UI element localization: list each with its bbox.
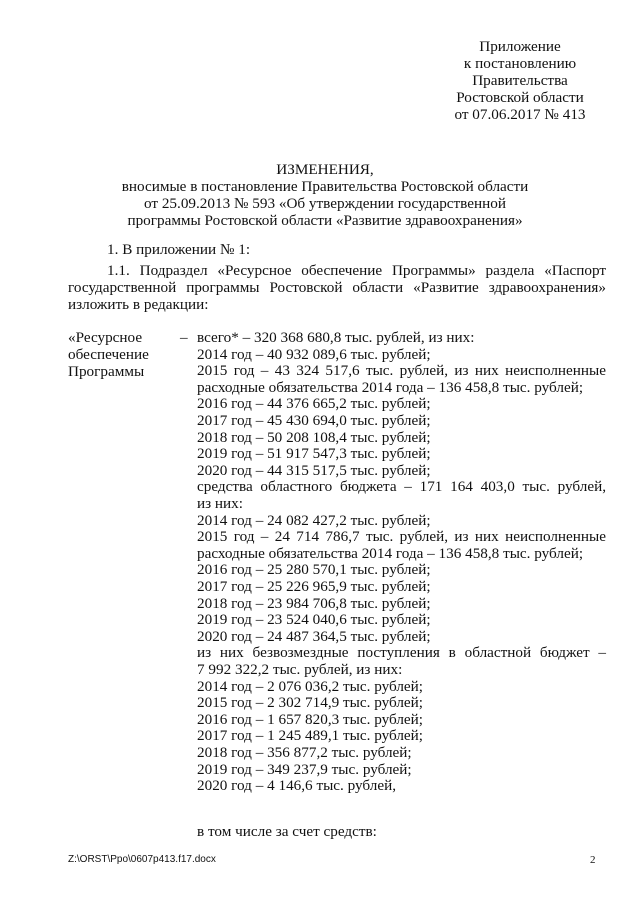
- appendix-line: Правительства: [472, 72, 568, 89]
- resource-value-line: 2017 год – 25 226 965,9 тыс. рублей;: [197, 578, 431, 595]
- resource-value-line: 2014 год – 40 932 089,6 тыс. рублей;: [197, 345, 431, 363]
- resource-value-line: 2015 год – 43 324 517,6 тыс. рублей, из них неисполненные: [197, 362, 606, 380]
- resource-value-line: расходные обязательства 2014 года – 136 458,8 тыс. рублей;: [197, 378, 584, 396]
- appendix-line: Приложение: [479, 38, 561, 55]
- resource-dash: –: [180, 329, 188, 346]
- resource-value-line: 2018 год – 356 877,2 тыс. рублей;: [197, 744, 412, 761]
- resource-value-line: 2017 год – 45 430 694,0 тыс. рублей;: [197, 412, 431, 429]
- resource-value-line: 2019 год – 349 237,9 тыс. рублей;: [197, 760, 412, 778]
- resource-value-line: 2014 год – 2 076 036,2 тыс. рублей;: [197, 677, 424, 695]
- item-1-1-line: изложить в редакции:: [68, 296, 209, 313]
- resource-value-line: 2014 год – 24 082 427,2 тыс. рублей;: [197, 511, 431, 529]
- resource-value-line: 2020 год – 44 315 517,5 тыс. рублей;: [197, 461, 431, 479]
- resource-label-line: «Ресурсное: [68, 329, 143, 346]
- title-line: программы Ростовской области «Развитие здравоохранения»: [127, 212, 523, 229]
- resource-label-line: Программы: [68, 363, 145, 380]
- appendix-line: к постановлению: [463, 55, 577, 72]
- resource-value-line: 2020 год – 24 487 364,5 тыс. рублей;: [197, 627, 431, 645]
- resource-value-line: 7 992 322,2 тыс. рублей, из них:: [197, 661, 403, 678]
- resource-value-line: 2019 год – 51 917 547,3 тыс. рублей;: [197, 445, 431, 463]
- resource-value-line: 2016 год – 25 280 570,1 тыс. рублей;: [197, 561, 431, 579]
- resource-value-line: 2020 год – 4 146,6 тыс. рублей,: [197, 777, 397, 795]
- footer-file-path: Z:\ORST\Ppo\0607p413.f17.docx: [68, 854, 216, 865]
- item-1: 1. В приложении № 1:: [107, 241, 251, 258]
- resource-value-line: из них:: [197, 495, 243, 512]
- resource-value-line: из них безвозмездные поступления в областной бюджет –: [197, 644, 606, 662]
- resource-value-line: 2018 год – 23 984 706,8 тыс. рублей;: [197, 594, 431, 612]
- resource-value-line: всего* – 320 368 680,8 тыс. рублей, из них:: [197, 329, 475, 346]
- resource-value-line: 2015 год – 2 302 714,9 тыс. рублей;: [197, 694, 424, 712]
- title-heading: ИЗМЕНЕНИЯ,: [276, 161, 374, 178]
- title-line: от 25.09.2013 № 593 «Об утверждении государственной: [144, 195, 506, 212]
- resource-value-line: 2016 год – 44 376 665,2 тыс. рублей;: [197, 395, 431, 413]
- document-title: [90, 161, 560, 229]
- resource-value-line: 2018 год – 50 208 108,4 тыс. рублей;: [197, 428, 431, 446]
- appendix-line: Ростовской области: [456, 89, 584, 106]
- title-line: вносимые в постановление Правительства Ростовской области: [121, 178, 529, 195]
- resource-label-line: обеспечение: [68, 346, 149, 363]
- item-1-1-line: государственной программы Ростовской области «Развитие здравоохранения»: [68, 279, 606, 296]
- item-1-1-line: 1.1. Подраздел «Ресурсное обеспечение Программы» раздела «Паспорт: [107, 262, 606, 279]
- resource-value-line: 2016 год – 1 657 820,3 тыс. рублей;: [197, 710, 424, 728]
- appendix-header: [420, 38, 620, 123]
- resource-value-line: средства областного бюджета – 171 164 403,0 тыс. рублей,: [197, 478, 606, 496]
- resource-value-line: расходные обязательства 2014 года – 136 458,8 тыс. рублей;: [197, 544, 584, 562]
- resource-tail: в том числе за счет средств:: [197, 823, 377, 840]
- resource-value-line: 2015 год – 24 714 786,7 тыс. рублей, из них неисполненные: [197, 528, 606, 546]
- page-number: 2: [590, 854, 596, 866]
- appendix-line: от 07.06.2017 № 413: [454, 106, 586, 123]
- resource-value-line: 2017 год – 1 245 489,1 тыс. рублей;: [197, 727, 424, 745]
- resource-value-line: 2019 год – 23 524 040,6 тыс. рублей;: [197, 611, 431, 629]
